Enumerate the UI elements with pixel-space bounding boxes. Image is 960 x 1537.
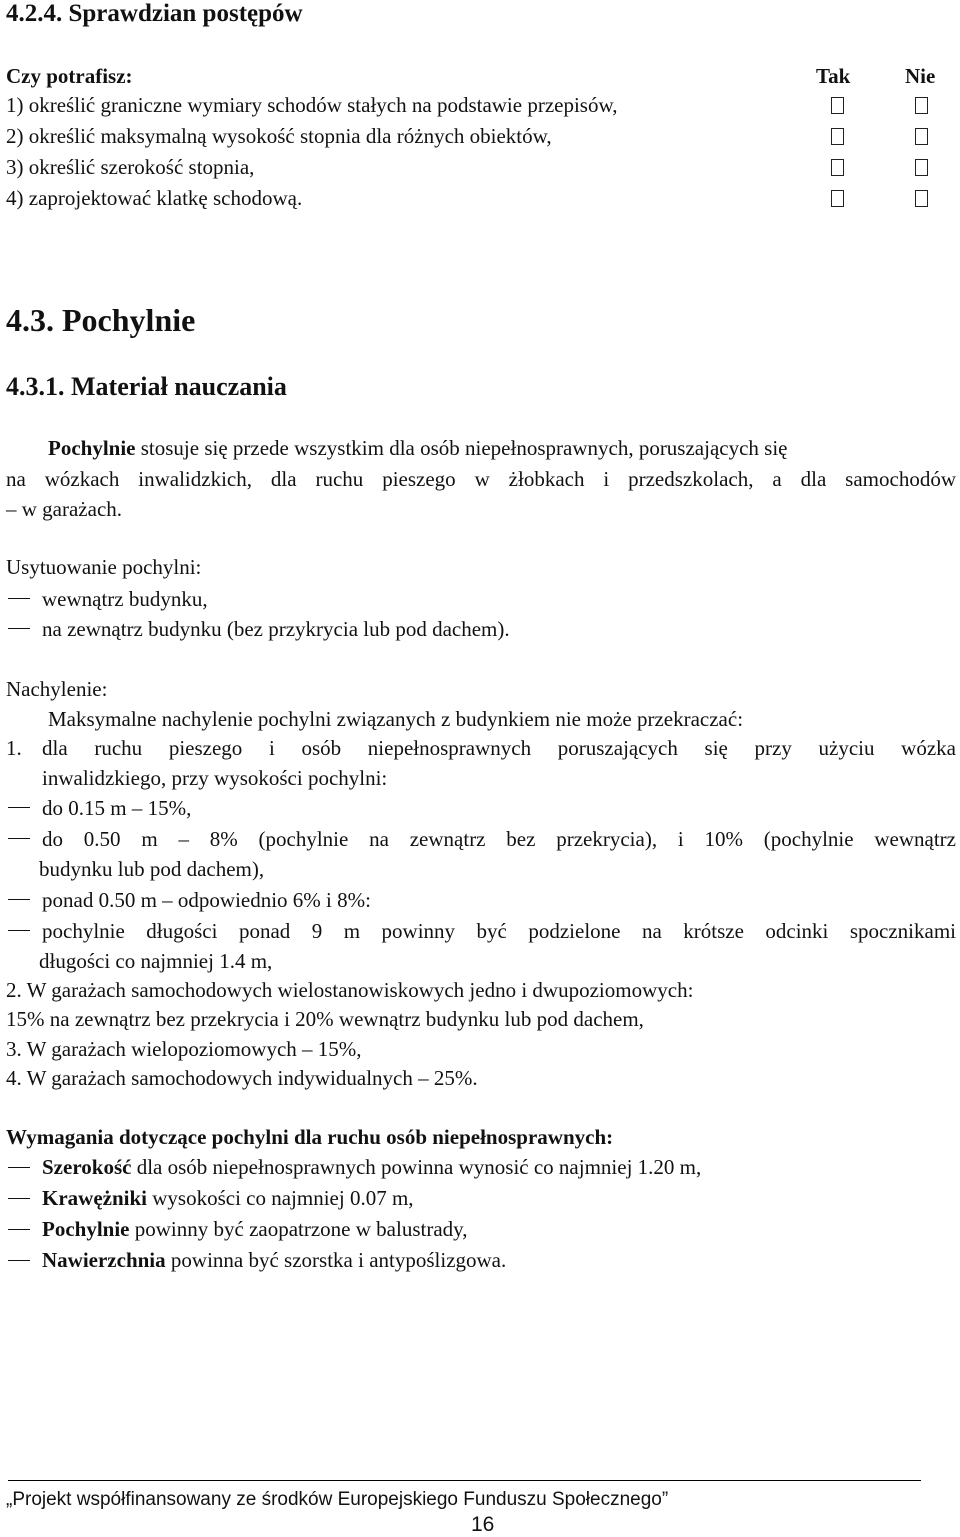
checklist-item-2: 2) określić maksymalną wysokość stopnia dla różnych obiektów,	[6, 124, 552, 148]
section-title-4-3-1: 4.3.1. Materiał nauczania	[6, 372, 287, 401]
checkbox-yes-1[interactable]	[831, 97, 844, 114]
slope-item-1-number: 1.	[6, 736, 22, 760]
slope-item-1-line-1: dla ruchu pieszego i osób niepełnosprawnych poruszających się przy użyciu wózka	[42, 736, 956, 760]
slope-item-2: 2. W garażach samochodowych wielostanowiskowych jedno i dwupoziomowych:	[6, 978, 694, 1002]
slope-detail-4-line-2: długości co najmniej 1.4 m,	[39, 949, 273, 973]
checklist-question-header: Czy potrafisz:	[6, 64, 133, 88]
slope-detail-2-line-1: do 0.50 m – 8% (pochylnie na zewnątrz bez przekrycia), i 10% (pochylnie wewnątrz	[42, 827, 956, 851]
checklist-item-4: 4) zaprojektować klatkę schodową.	[6, 186, 303, 210]
checklist-item-1: 1) określić graniczne wymiary schodów stałych na podstawie przepisów,	[6, 93, 618, 117]
dash-bullet	[8, 1167, 30, 1168]
slope-item-1-line-2: inwalidzkiego, przy wysokości pochylni:	[42, 766, 388, 790]
slope-item-3: 3. W garażach wielopoziomowych – 15%,	[6, 1037, 362, 1061]
slope-detail-2-line-2: budynku lub pod dachem),	[39, 857, 265, 881]
requirement-item-4: Nawierzchnia powinna być szorstka i antypoślizgowa.	[42, 1248, 507, 1272]
dash-bullet	[8, 598, 30, 599]
requirement-item-3: Pochylnie powinny być zaopatrzone w balustrady,	[42, 1217, 468, 1241]
checkbox-yes-4[interactable]	[831, 190, 844, 207]
intro-bold-term: Pochylnie	[48, 436, 136, 460]
slope-intro: Maksymalne nachylenie pochylni związanych z budynkiem nie może przekraczać:	[48, 707, 744, 731]
requirement-item-1: Szerokość dla osób niepełnosprawnych powinna wynosić co najmniej 1.20 m,	[42, 1155, 702, 1179]
location-item-2: na zewnątrz budynku (bez przykrycia lub pod dachem).	[42, 617, 510, 641]
footer-divider	[8, 1480, 921, 1481]
slope-item-4: 4. W garażach samochodowych indywidualnych – 25%.	[6, 1066, 478, 1090]
column-yes-header: Tak	[816, 64, 851, 88]
dash-bullet	[8, 899, 30, 900]
dash-bullet	[8, 628, 30, 629]
dash-bullet	[8, 838, 30, 839]
intro-paragraph-line-3: – w garażach.	[6, 497, 123, 521]
intro-paragraph-line-2: na wózkach inwalidzkich, dla ruchu pieszego w żłobkach i przedszkolach, a dla samochodów	[6, 467, 956, 491]
section-title-4-3: 4.3. Pochylnie	[6, 302, 196, 338]
slope-detail-3: ponad 0.50 m – odpowiednio 6% i 8%:	[42, 888, 371, 912]
checkbox-yes-2[interactable]	[831, 128, 844, 145]
checkbox-yes-3[interactable]	[831, 159, 844, 176]
checkbox-no-1[interactable]	[915, 97, 928, 114]
dash-bullet	[8, 1198, 30, 1199]
slope-detail-4-line-1: pochylnie długości ponad 9 m powinny być podzielone na krótsze odcinki spocznikami	[42, 919, 956, 943]
requirements-header: Wymagania dotyczące pochylni dla ruchu osób niepełnosprawnych:	[6, 1125, 614, 1149]
footer-project-note: „Projekt współfinansowany ze środków Europejskiego Funduszu Społecznego”	[6, 1489, 669, 1510]
slope-detail-1: do 0.15 m – 15%,	[42, 796, 192, 820]
dash-bullet	[8, 1229, 30, 1230]
intro-paragraph-line-1: Pochylnie stosuje się przede wszystkim dla osób niepełnosprawnych, poruszających się	[48, 436, 788, 460]
checklist-item-3: 3) określić szerokość stopnia,	[6, 155, 255, 179]
column-no-header: Nie	[905, 64, 936, 88]
checkbox-no-4[interactable]	[915, 190, 928, 207]
checkbox-no-3[interactable]	[915, 159, 928, 176]
slope-header: Nachylenie:	[6, 677, 108, 701]
location-item-1: wewnątrz budynku,	[42, 587, 208, 611]
checkbox-no-2[interactable]	[915, 128, 928, 145]
dash-bullet	[8, 807, 30, 808]
dash-bullet	[8, 930, 30, 931]
page-number: 16	[471, 1513, 495, 1536]
location-header: Usytuowanie pochylni:	[6, 555, 202, 579]
requirement-item-2: Krawężniki wysokości co najmniej 0.07 m,	[42, 1186, 414, 1210]
dash-bullet	[8, 1260, 30, 1261]
slope-item-2-detail: 15% na zewnątrz bez przekrycia i 20% wewnątrz budynku lub pod dachem,	[6, 1007, 644, 1031]
section-title-4-2-4: 4.2.4. Sprawdzian postępów	[6, 0, 303, 27]
